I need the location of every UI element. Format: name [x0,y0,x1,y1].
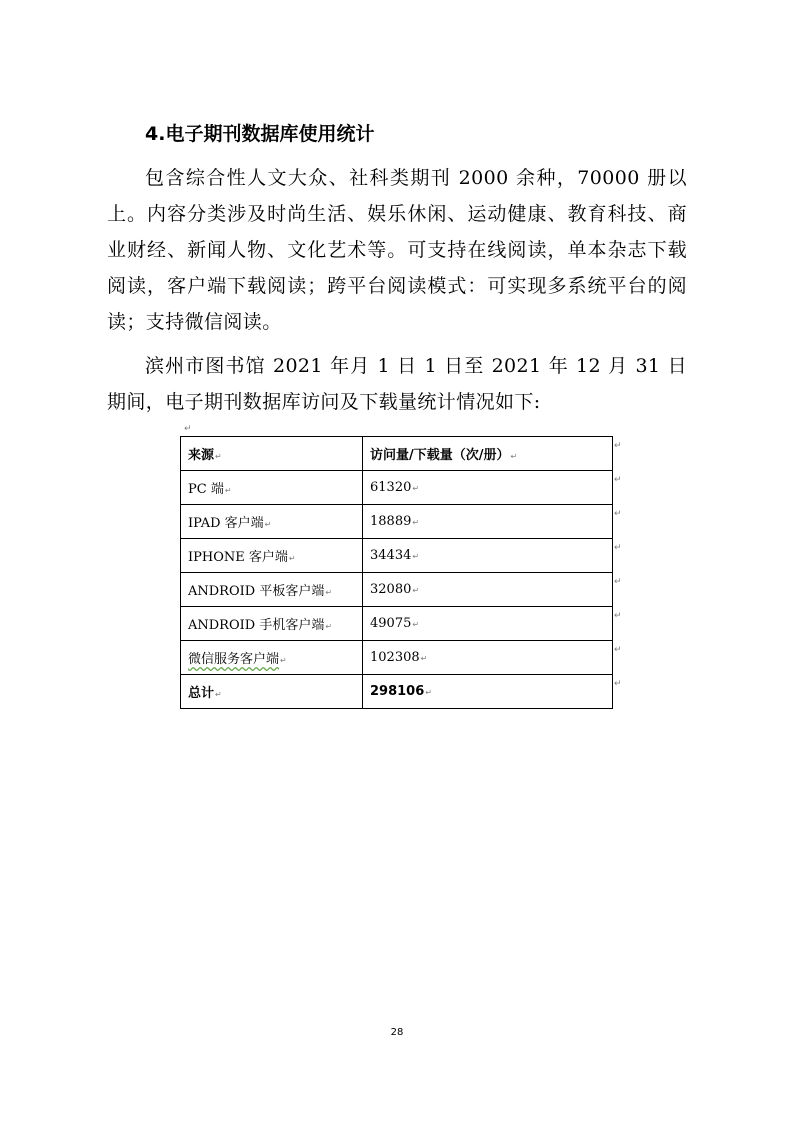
count-cell: 18889↵ [363,505,613,539]
source-cell: PC 端↵ [181,471,363,505]
total-label-cell: 总计↵ [181,675,363,709]
row-end-mark: ↵ [614,509,622,519]
table-row [181,539,613,573]
paragraph-period: 滨州市图书馆 2021 年月 1 日 1 日至 2021 年 12 月 31 日期间，电子期刊数据库访问及下载量统计情况如下: [107,355,687,413]
row-end-mark: ↵ [614,577,622,587]
row-end-mark: ↵ [614,475,622,485]
total-count-cell: 298106↵ [363,675,613,709]
count-cell: 61320↵ [363,471,613,505]
source-cell: IPHONE 客户端↵ [181,539,363,573]
header-cell: 来源↵ [181,437,363,471]
row-end-mark: ↵ [614,645,622,655]
source-cell: 微信服务客户端↵ [181,641,363,675]
count-cell: 34434↵ [363,539,613,573]
paragraph-description: 包含综合性人文大众、社科类期刊 2000 余种，70000 册以上。内容分类涉及时尚生活、娱乐休闲、运动健康、教育科技、商业财经、新闻人物、文化艺术等。可支持在线阅读，单本杂志下载阅读，客户端下载阅读；跨平台阅读模式：可实现多系统平台的阅读；支持微信阅读。 [107,167,687,333]
row-end-mark: ↵ [614,441,622,451]
source-cell: ANDROID 平板客户端↵ [181,573,363,607]
source-cell: ANDROID 手机客户端↵ [181,607,363,641]
table-row [181,607,613,641]
row-end-mark: ↵ [614,543,622,553]
table-total-row [181,675,613,709]
statistics-table [180,436,613,709]
count-cell: 49075↵ [363,607,613,641]
table-row [181,505,613,539]
page-number: 28 [390,1027,404,1038]
table-row [181,641,613,675]
table-row [181,573,613,607]
row-end-mark: ↵ [614,679,622,689]
count-cell: 32080↵ [363,573,613,607]
row-end-mark: ↵ [614,611,622,621]
count-cell: 102308↵ [363,641,613,675]
table-header-row [181,437,613,471]
source-cell: IPAD 客户端↵ [181,505,363,539]
section-heading: 4.电子期刊数据库使用统计 [145,123,375,145]
table-row [181,471,613,505]
paragraph-mark: ↵ [184,424,192,434]
header-cell: 访问量/下载量（次/册）↵ [363,437,613,471]
